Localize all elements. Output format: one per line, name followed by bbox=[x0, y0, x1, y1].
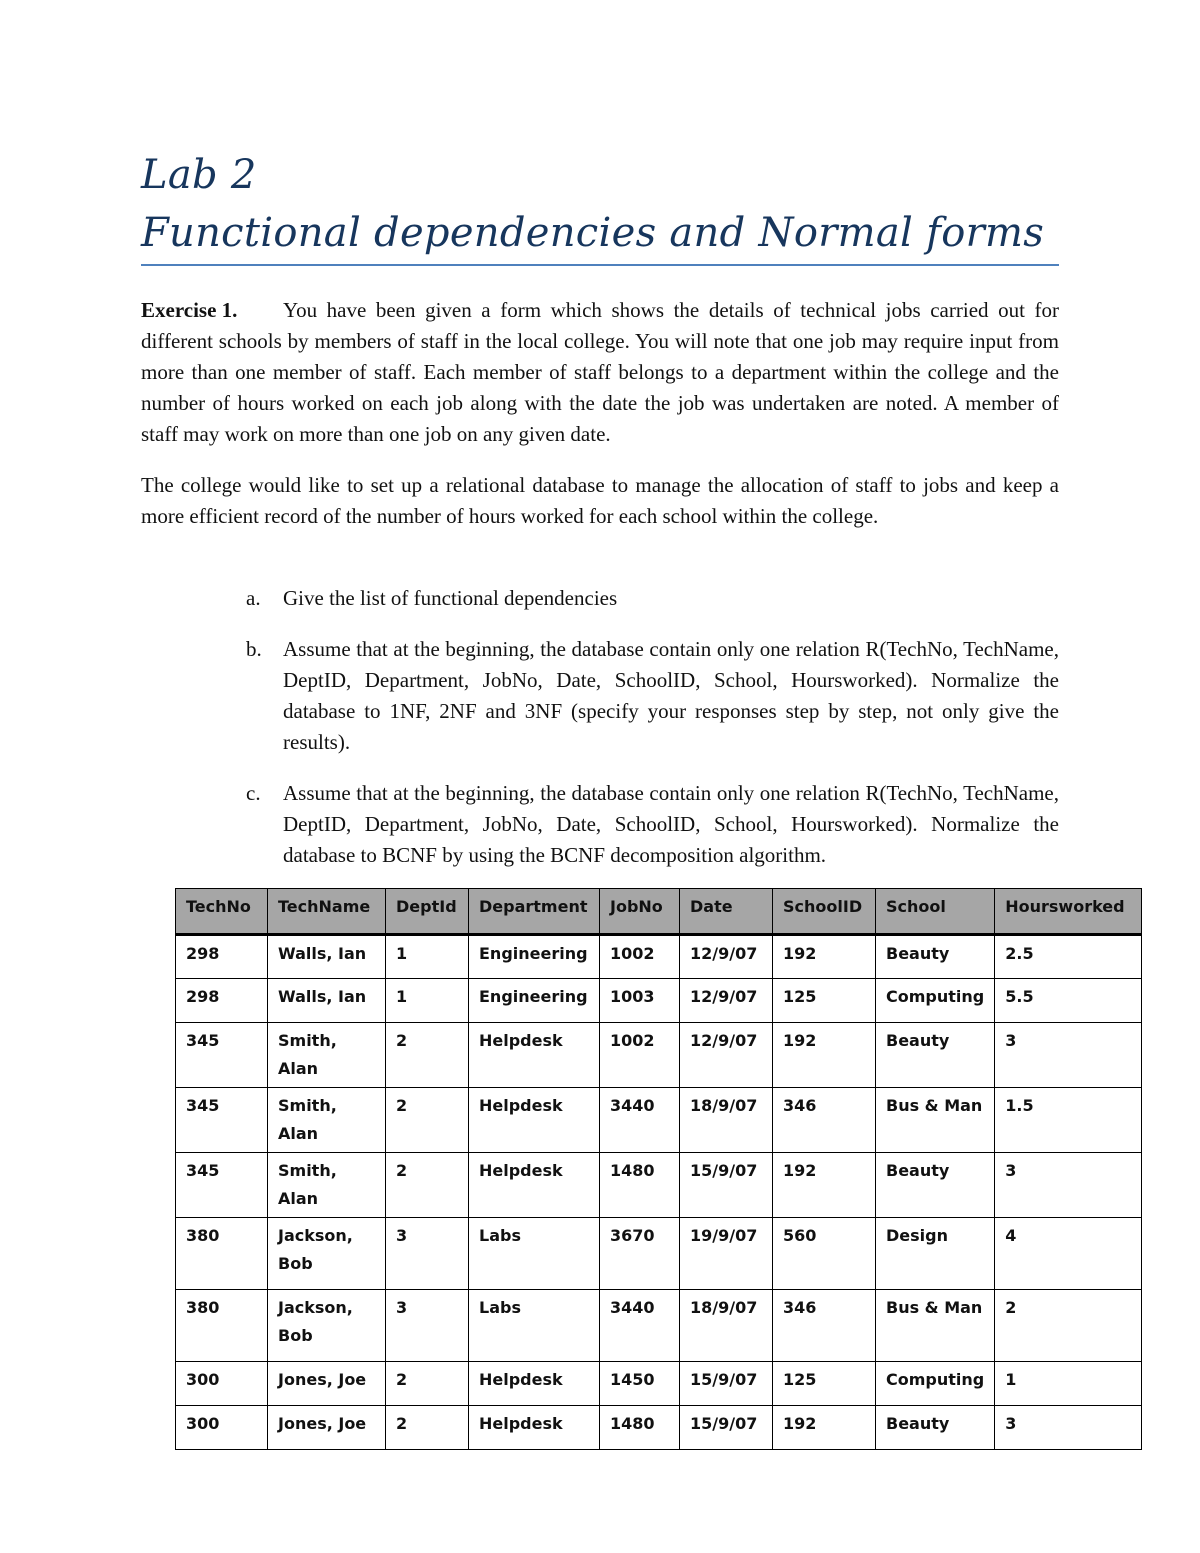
cell-schoolid: 125 bbox=[773, 979, 876, 1023]
cell-deptid: 2 bbox=[386, 1153, 469, 1218]
header-school: School bbox=[876, 889, 995, 935]
exercise-intro-text: You have been given a form which shows the details of technical jobs carried out for different schools by members of staff in the local college. You will note that one job may require input from more than one member of staff. Each member of staff belongs to a department within the college and the number of hours worked on each job along with the date the job was undertaken are noted. A member of staff may work on more than one job on any given date. bbox=[141, 298, 1059, 446]
header-schoolid: SchoolID bbox=[773, 889, 876, 935]
table-row bbox=[176, 1218, 1142, 1290]
cell-techno: 380 bbox=[176, 1218, 268, 1290]
cell-techname: Jones, Joe bbox=[268, 1406, 386, 1450]
list-item bbox=[246, 778, 1059, 871]
cell-techno: 298 bbox=[176, 979, 268, 1023]
cell-techname: Walls, Ian bbox=[268, 979, 386, 1023]
cell-schoolid: 125 bbox=[773, 1362, 876, 1406]
exercise-paragraph-2: The college would like to set up a relational database to manage the allocation of staff to jobs and keep a more efficient record of the number of hours worked for each school within the college. bbox=[141, 473, 1059, 528]
cell-department: Helpdesk bbox=[469, 1153, 600, 1218]
cell-deptid: 2 bbox=[386, 1088, 469, 1153]
cell-department: Labs bbox=[469, 1218, 600, 1290]
cell-deptid: 3 bbox=[386, 1218, 469, 1290]
cell-schoolid: 192 bbox=[773, 935, 876, 979]
title-block bbox=[141, 146, 1059, 262]
cell-school: Design bbox=[876, 1218, 995, 1290]
cell-deptid: 2 bbox=[386, 1362, 469, 1406]
cell-deptid: 1 bbox=[386, 979, 469, 1023]
exercise-intro-paragraph bbox=[141, 295, 1059, 450]
table-row bbox=[176, 1362, 1142, 1406]
cell-schoolid: 346 bbox=[773, 1290, 876, 1362]
cell-school: Beauty bbox=[876, 1153, 995, 1218]
cell-hoursworked: 1 bbox=[995, 1362, 1142, 1406]
list-item bbox=[246, 634, 1059, 758]
cell-hoursworked: 3 bbox=[995, 1023, 1142, 1088]
cell-school: Computing bbox=[876, 1362, 995, 1406]
cell-techname: Smith, Alan bbox=[268, 1088, 386, 1153]
cell-jobno: 3440 bbox=[600, 1290, 680, 1362]
cell-hoursworked: 5.5 bbox=[995, 979, 1142, 1023]
cell-jobno: 1002 bbox=[600, 935, 680, 979]
jobs-table bbox=[175, 888, 1142, 1450]
cell-school: Beauty bbox=[876, 1023, 995, 1088]
list-marker: a. bbox=[246, 586, 261, 610]
list-marker: c. bbox=[246, 781, 261, 805]
header-deptid: DeptId bbox=[386, 889, 469, 935]
table-row bbox=[176, 979, 1142, 1023]
cell-jobno: 1480 bbox=[600, 1153, 680, 1218]
cell-jobno: 1003 bbox=[600, 979, 680, 1023]
cell-school: Computing bbox=[876, 979, 995, 1023]
cell-department: Engineering bbox=[469, 979, 600, 1023]
cell-date: 12/9/07 bbox=[680, 935, 773, 979]
cell-techname: Jones, Joe bbox=[268, 1362, 386, 1406]
header-date: Date bbox=[680, 889, 773, 935]
cell-techno: 345 bbox=[176, 1023, 268, 1088]
cell-date: 18/9/07 bbox=[680, 1290, 773, 1362]
cell-schoolid: 346 bbox=[773, 1088, 876, 1153]
exercise-label: Exercise 1. bbox=[141, 298, 238, 322]
header-techno: TechNo bbox=[176, 889, 268, 935]
cell-school: Beauty bbox=[876, 1406, 995, 1450]
cell-department: Helpdesk bbox=[469, 1362, 600, 1406]
table-header-row bbox=[176, 889, 1142, 935]
cell-hoursworked: 1.5 bbox=[995, 1088, 1142, 1153]
table-row bbox=[176, 935, 1142, 979]
table-row bbox=[176, 1153, 1142, 1218]
cell-date: 12/9/07 bbox=[680, 1023, 773, 1088]
title-underline bbox=[141, 264, 1059, 266]
cell-techname: Smith, Alan bbox=[268, 1023, 386, 1088]
cell-hoursworked: 3 bbox=[995, 1153, 1142, 1218]
cell-hoursworked: 2.5 bbox=[995, 935, 1142, 979]
cell-techname: Jackson, Bob bbox=[268, 1218, 386, 1290]
cell-schoolid: 192 bbox=[773, 1406, 876, 1450]
cell-techno: 300 bbox=[176, 1362, 268, 1406]
cell-date: 15/9/07 bbox=[680, 1153, 773, 1218]
cell-techno: 298 bbox=[176, 935, 268, 979]
cell-date: 18/9/07 bbox=[680, 1088, 773, 1153]
cell-deptid: 2 bbox=[386, 1023, 469, 1088]
cell-date: 12/9/07 bbox=[680, 979, 773, 1023]
cell-school: Bus & Man bbox=[876, 1088, 995, 1153]
cell-hoursworked: 4 bbox=[995, 1218, 1142, 1290]
header-hoursworked: Hoursworked bbox=[995, 889, 1142, 935]
cell-deptid: 1 bbox=[386, 935, 469, 979]
list-marker: b. bbox=[246, 637, 262, 661]
list-item-text: Assume that at the beginning, the database contain only one relation R(TechNo, TechName, DeptID, Department, JobNo, Date, SchoolID, School, Hoursworked). Normalize the database to BCNF by using the BCNF decomposition algorithm. bbox=[283, 781, 1059, 867]
cell-school: Bus & Man bbox=[876, 1290, 995, 1362]
cell-department: Engineering bbox=[469, 935, 600, 979]
header-jobno: JobNo bbox=[600, 889, 680, 935]
cell-jobno: 1480 bbox=[600, 1406, 680, 1450]
table-row bbox=[176, 1290, 1142, 1362]
header-department: Department bbox=[469, 889, 600, 935]
cell-techno: 380 bbox=[176, 1290, 268, 1362]
table-row bbox=[176, 1088, 1142, 1153]
cell-hoursworked: 3 bbox=[995, 1406, 1142, 1450]
cell-techno: 345 bbox=[176, 1088, 268, 1153]
cell-school: Beauty bbox=[876, 935, 995, 979]
cell-jobno: 1450 bbox=[600, 1362, 680, 1406]
cell-jobno: 3440 bbox=[600, 1088, 680, 1153]
lab-title: Lab 2 bbox=[141, 152, 257, 198]
cell-department: Helpdesk bbox=[469, 1023, 600, 1088]
cell-department: Helpdesk bbox=[469, 1088, 600, 1153]
cell-techno: 345 bbox=[176, 1153, 268, 1218]
cell-date: 15/9/07 bbox=[680, 1406, 773, 1450]
cell-deptid: 2 bbox=[386, 1406, 469, 1450]
table-row bbox=[176, 1406, 1142, 1450]
cell-techname: Walls, Ian bbox=[268, 935, 386, 979]
list-item bbox=[246, 583, 1059, 614]
cell-deptid: 3 bbox=[386, 1290, 469, 1362]
cell-schoolid: 192 bbox=[773, 1153, 876, 1218]
lab-subtitle: Functional dependencies and Normal forms bbox=[141, 210, 1045, 256]
cell-jobno: 1002 bbox=[600, 1023, 680, 1088]
list-item-text: Assume that at the beginning, the database contain only one relation R(TechNo, TechName, DeptID, Department, JobNo, Date, SchoolID, School, Hoursworked). Normalize the database to 1NF, 2NF and 3NF (specify your responses step by step, not only give the results). bbox=[283, 637, 1059, 754]
cell-schoolid: 192 bbox=[773, 1023, 876, 1088]
cell-department: Labs bbox=[469, 1290, 600, 1362]
cell-hoursworked: 2 bbox=[995, 1290, 1142, 1362]
cell-schoolid: 560 bbox=[773, 1218, 876, 1290]
cell-techname: Smith, Alan bbox=[268, 1153, 386, 1218]
cell-date: 15/9/07 bbox=[680, 1362, 773, 1406]
list-item-text: Give the list of functional dependencies bbox=[283, 586, 618, 610]
cell-techno: 300 bbox=[176, 1406, 268, 1450]
table-row bbox=[176, 1023, 1142, 1088]
cell-department: Helpdesk bbox=[469, 1406, 600, 1450]
cell-date: 19/9/07 bbox=[680, 1218, 773, 1290]
header-techname: TechName bbox=[268, 889, 386, 935]
cell-jobno: 3670 bbox=[600, 1218, 680, 1290]
cell-techname: Jackson, Bob bbox=[268, 1290, 386, 1362]
